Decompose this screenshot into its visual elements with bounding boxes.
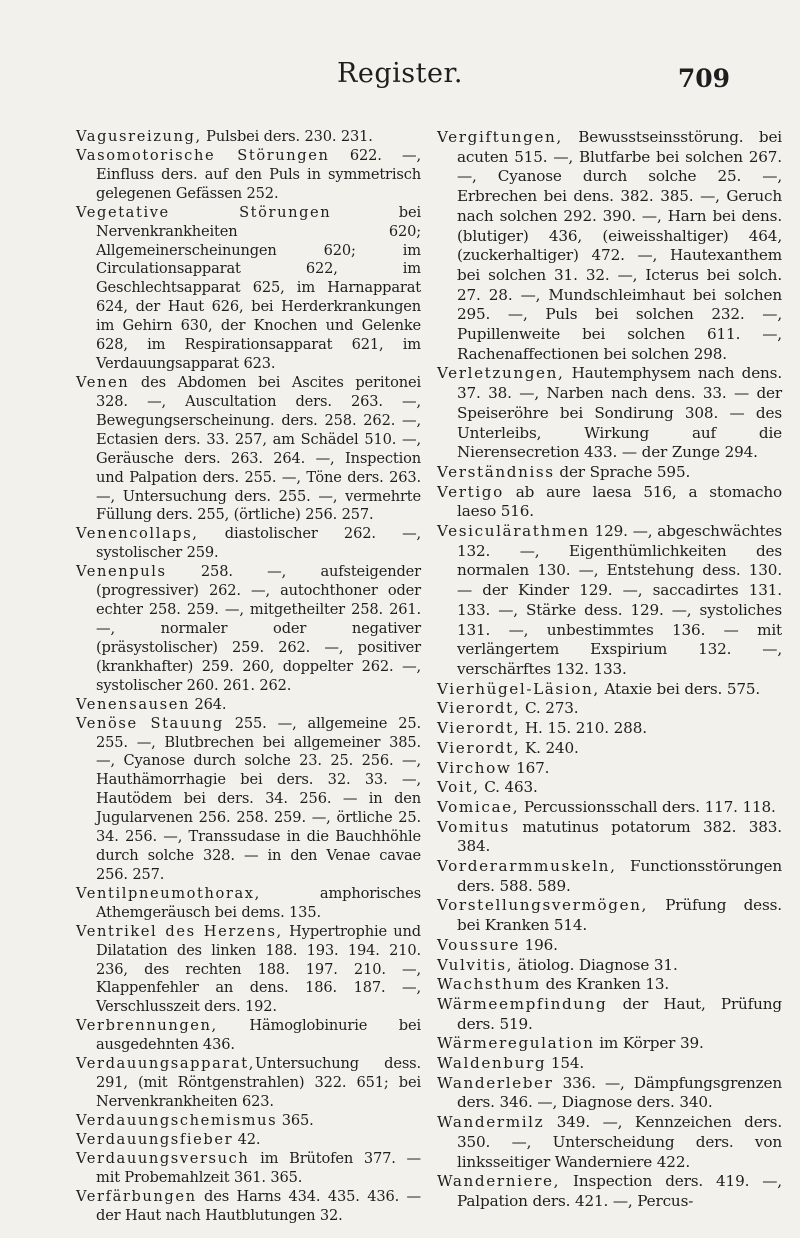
index-entry	[437, 798, 782, 818]
index-references: Hypertrophie und Dilatation des linken 188. 193. 194. 210. 236, des rechten 188. 197. 210. —, Klappenfehler an dens. 186. 187. —, Verschlusszeit ders. 192.	[96, 922, 421, 1016]
index-references: H. 15. 210. 288.	[520, 719, 647, 738]
index-term: Voit,	[437, 778, 480, 797]
index-references: K. 240.	[520, 738, 579, 757]
index-term: Wanderleber	[437, 1073, 554, 1092]
index-references: des Kranken 13.	[540, 975, 670, 994]
index-references: der Haut, Prüfung ders. 519.	[457, 994, 782, 1033]
index-entry	[76, 1150, 421, 1188]
index-entry	[76, 525, 421, 563]
index-references: Hämoglobinurie bei ausgedehnten 436.	[96, 1017, 421, 1054]
index-references: im Brütofen 377. — mit Probemahlzeit 361. 365.	[96, 1149, 421, 1186]
index-entry	[76, 204, 421, 374]
index-term: Vorderarmmuskeln,	[437, 857, 617, 876]
index-references: Ataxie bei ders. 575.	[599, 679, 761, 698]
index-term: Vertigo	[437, 482, 504, 501]
index-entry	[437, 364, 782, 463]
index-entry	[76, 374, 421, 525]
index-entry	[76, 147, 421, 204]
index-references: C. 273.	[520, 699, 579, 718]
index-term: Vierordt,	[437, 699, 521, 718]
index-references: diastolischer 262. —, systolischer 259.	[96, 525, 421, 562]
index-term: Vierhügel-Läsion,	[437, 679, 600, 698]
page-title: Register.	[337, 58, 463, 89]
index-term: Wanderniere,	[437, 1172, 560, 1191]
index-entry	[76, 128, 421, 147]
index-term: Wachsthum	[437, 975, 541, 994]
index-entry	[76, 885, 421, 923]
index-entry	[437, 463, 782, 483]
index-term: Wandermilz	[437, 1113, 545, 1132]
index-references: Functionsstörungen ders. 588. 589.	[457, 857, 782, 895]
index-references: 255. —, allgemeine 25. 255. —, Blutbrechen bei allgemeiner 385. —, Cyanose durch solche 23. 25. 256. —, Hauthämorrhagie bei ders. 32. 33. —, Hautödem bei ders. 34. 256. — in den Jugularvenen 256. 258. 259. —, örtliche 25. 34. 256. —, Transsudase in die Bauchhöhle durch solche 328. — in den Venae cavae 256. 257.	[96, 714, 421, 883]
index-term: Ventrikel des Herzens,	[76, 922, 283, 940]
index-entry	[437, 739, 782, 759]
index-references: des Harns 434. 435. 436. — der Haut nach Hautblutungen 32.	[96, 1187, 421, 1224]
index-references: matutinus potatorum 382. 383. 384.	[457, 817, 782, 856]
index-references: 154.	[546, 1054, 585, 1073]
index-references: bei Nervenkrankheiten 620; Allgemeinerscheinungen 620; im Circulationsapparat 622, im Geschlechtsapparat 625, im Harnapparat 624, der Haut 626, bei Herderkrankungen im Gehirn 630, der Knochen und Gelenke 628, im Respirationsapparat 621, im Verdauungsapparat 623.	[96, 203, 422, 373]
index-term: Vasomotorische Störungen	[76, 146, 330, 164]
index-references: 622. —, Einfluss ders. auf den Puls in symmetrisch gelegenen Gefässen 252.	[96, 146, 421, 202]
index-term: Verfärbungen	[76, 1187, 197, 1205]
index-references: 365.	[277, 1111, 314, 1129]
index-term: Vorstellungsvermögen,	[437, 896, 648, 915]
index-term: Ventilpneumothorax,	[76, 884, 261, 902]
index-term: Vegetative Störungen	[76, 203, 332, 221]
index-references: Inspection ders. 419. —, Palpation ders. 421. —, Percus-	[457, 1172, 782, 1210]
index-term: Vierordt,	[437, 738, 521, 757]
index-references: Hautemphysem nach dens. 37. 38. —, Narben nach dens. 33. — der Speiseröhre bei Sondirung 308. — des Unterleibs, Wirkung auf die Nierensecretion 433. — der Zunge 294.	[457, 364, 782, 462]
index-term: Verständniss	[437, 462, 555, 481]
index-entry	[437, 995, 782, 1034]
index-term: Voussure	[437, 935, 520, 954]
index-entry	[437, 778, 782, 798]
index-references: amphorisches Athemgeräusch bei dems. 135.	[96, 884, 421, 921]
index-entry	[437, 1172, 782, 1211]
index-entry	[76, 1055, 421, 1112]
index-references: Bewusstseinsstörung. bei acuten 515. —, Blutfarbe bei solchen 267. —, Cyanose durch solche 25. —, Erbrechen bei dens. 382. 385. —, Geruch nach solchen 292. 390. —, Harn bei dens. (blutiger) 436, (eiweisshaltiger) 464, (zuckerhaltiger) 472. —, Hautexanthem bei solchen 31. 32. —, Icterus bei solch. 27. 28. —, Mundschleimhaut bei solchen 295. —, Puls bei solchen 232. —, Pupillenweite bei solchen 611. —, Rachenaffectionen bei solchen 298.	[457, 128, 782, 363]
index-term: Vomitus	[437, 817, 510, 836]
index-entry	[437, 857, 782, 896]
index-entry	[437, 956, 782, 976]
index-references: der Sprache 595.	[554, 462, 691, 481]
index-references: 336. —, Dämpfungsgrenzen ders. 346. —, Diagnose ders. 340.	[457, 1073, 782, 1112]
index-references: 349. —, Kennzeichen ders. 350. —, Unterscheidung ders. von linksseitiger Wanderniere 422.	[457, 1113, 782, 1171]
index-term: Vergiftungen,	[437, 128, 563, 146]
index-entry	[437, 699, 782, 719]
index-entry	[76, 1131, 421, 1150]
index-term: Verdauungschemismus	[76, 1111, 278, 1129]
index-entry	[437, 128, 782, 364]
index-references: im Körper 39.	[594, 1034, 704, 1053]
index-term: Wärmeregulation	[437, 1034, 595, 1053]
index-references: 42.	[233, 1130, 261, 1148]
index-entry	[437, 1113, 782, 1172]
index-references: 196.	[519, 935, 558, 954]
index-references: Prüfung dess. bei Kranken 514.	[457, 896, 782, 935]
index-term: Vomicae,	[437, 797, 520, 816]
index-references: ätiolog. Diagnose 31.	[513, 955, 678, 974]
index-entry	[437, 1034, 782, 1054]
page-number: 709	[677, 64, 730, 93]
index-entry	[76, 923, 421, 1018]
index-term: Verdauungsversuch	[76, 1149, 250, 1167]
index-references: C. 463.	[479, 778, 538, 797]
index-term: Verbrennungen,	[76, 1017, 218, 1035]
index-term: Venöse Stauung	[76, 714, 224, 732]
index-entry	[437, 759, 782, 779]
index-references: 129. —, abgeschwächtes 132. —, Eigenthümlichkeiten des normalen 130. —, Entstehung dess. 130. — der Kinder 129. —, saccadirtes 131. 133. —, Stärke dess. 129. —, systoliches 131. —, unbestimmtes 136. — mit verlängertem Exspirium 132. —, verschärftes 132. 133.	[457, 522, 782, 678]
index-entry	[437, 936, 782, 956]
index-entry	[437, 896, 782, 935]
index-references: des Abdomen bei Ascites peritonei 328. —, Auscultation ders. 263. —, Bewegungserscheinung. ders. 258. 262. —, Ectasien ders. 33. 257, am Schädel 510. —, Geräusche ders. 263. 264. —, Inspection und Palpation ders. 255. —, Töne ders. 263. —, Untersuchung ders. 255. —, vermehrte Füllung ders. 255, (örtliche) 256. 257.	[96, 373, 421, 524]
index-references: Pulsbei ders. 230. 231.	[201, 128, 373, 145]
page-header	[0, 58, 800, 98]
index-references: ab aure laesa 516, a stomacho laeso 516.	[457, 482, 782, 521]
index-term: Vagusreizung,	[76, 128, 202, 145]
index-references: Percussionsschall ders. 117. 118.	[519, 797, 776, 816]
index-term: Vierordt,	[437, 719, 521, 738]
index-references: Untersuchung dess. 291, (mit Röntgenstrahlen) 322. 651; bei Nervenkrankheiten 623.	[96, 1055, 421, 1111]
index-term: Waldenburg	[437, 1054, 547, 1073]
index-term: Verdauungsfieber	[76, 1130, 234, 1148]
index-entry	[437, 522, 782, 680]
index-term: Verletzungen,	[437, 364, 565, 383]
index-entry	[76, 696, 421, 715]
index-term: Vesiculärathmen	[437, 522, 590, 541]
index-column-right	[437, 128, 782, 1212]
index-term: Venenpuls	[76, 563, 167, 581]
index-entry	[76, 1017, 421, 1055]
index-entry	[76, 563, 421, 695]
index-term: Wärmeempfindung	[437, 994, 608, 1013]
index-term: Venen	[76, 373, 130, 391]
index-entry	[76, 715, 421, 885]
index-term: Verdauungsapparat,	[76, 1055, 255, 1073]
index-entry	[437, 975, 782, 995]
index-entry	[437, 483, 782, 522]
index-column-left	[76, 128, 421, 1225]
index-term: Venensausen	[76, 695, 190, 713]
index-entry	[437, 1054, 782, 1074]
index-entry	[437, 680, 782, 700]
index-references: 258. —, aufsteigender (progressiver) 262. —, autochthoner oder echter 258. 259. —, mitgetheilter 258. 261. —, normaler oder negativer (präsystolischer) 259. 262. —, positiver (krankhafter) 259. 260, doppelter 262. —, systolischer 260. 261. 262.	[96, 563, 421, 694]
index-term: Venencollaps,	[76, 525, 199, 543]
index-entry	[437, 719, 782, 739]
index-references: 167.	[511, 758, 550, 777]
index-entry	[76, 1112, 421, 1131]
index-term: Vulvitis,	[437, 955, 514, 974]
index-term: Virchow	[437, 758, 512, 777]
index-entry	[76, 1188, 421, 1226]
index-entry	[437, 818, 782, 857]
index-entry	[437, 1074, 782, 1113]
index-references: 264.	[189, 695, 227, 713]
